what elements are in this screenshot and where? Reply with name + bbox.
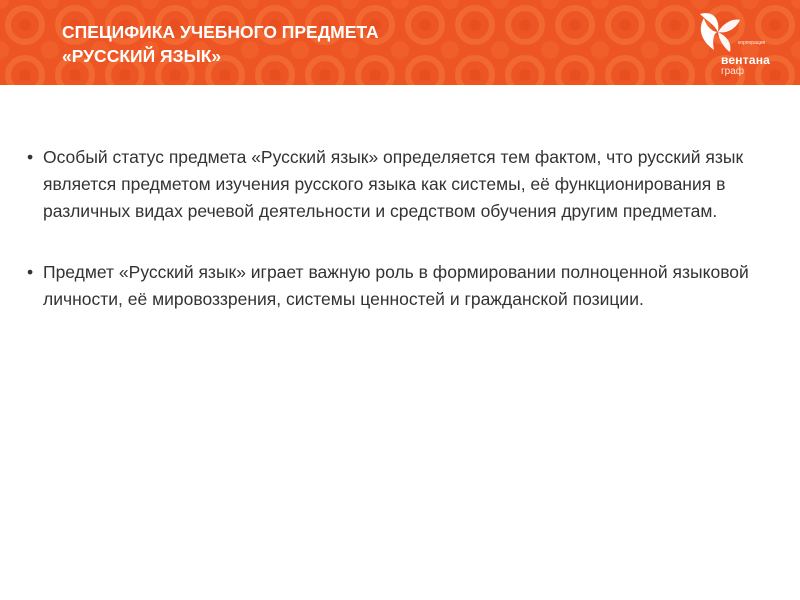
bullet-icon: • xyxy=(27,262,34,282)
slide-title-line1: СПЕЦИФИКА УЧЕБНОГО ПРЕДМЕТА xyxy=(62,22,379,42)
logo-small-caption: корпорация xyxy=(738,40,766,46)
bullet-paragraph-1 xyxy=(27,144,767,225)
paragraph-text-1: Особый статус предмета «Русский язык» определяется тем фактом, что русский язык является предметом изучения русского языка как системы, её функционирования в различных видах речевой деятельности и средством обучения другим предметам. xyxy=(43,147,744,221)
bullet-paragraph-2 xyxy=(27,259,767,313)
logo-brand-line2: граф xyxy=(721,66,744,77)
bullet-icon: • xyxy=(27,147,34,167)
slide-title xyxy=(62,20,379,68)
logo-brand-line1: вентана xyxy=(721,53,771,67)
butterfly-logo-icon xyxy=(694,10,742,54)
slide-header xyxy=(0,0,800,85)
slide-body xyxy=(27,144,767,313)
ventana-graf-logo xyxy=(690,8,790,83)
paragraph-text-2: Предмет «Русский язык» играет важную роль в формировании полноценной языковой личности, её мировоззрения, системы ценностей и гражданской позиции. xyxy=(43,262,749,309)
slide-title-line2: «РУССКИЙ ЯЗЫК» xyxy=(62,46,222,66)
